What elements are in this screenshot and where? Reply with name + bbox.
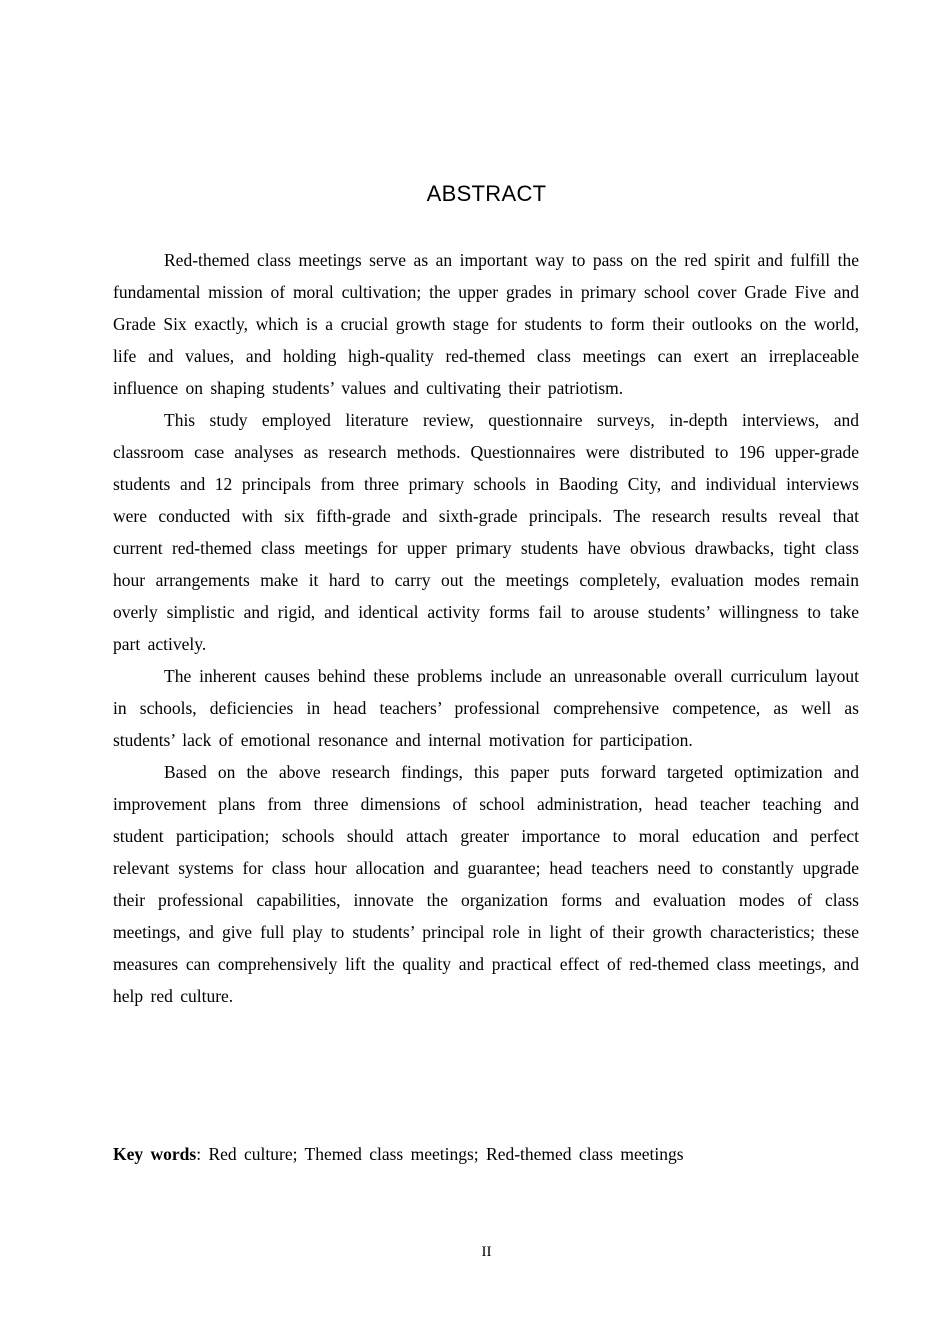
keywords-text: : Red culture; Themed class meetings; Red-themed class meetings bbox=[196, 1144, 684, 1164]
abstract-paragraph-1: Red-themed class meetings serve as an important way to pass on the red spirit and fulfill the fundamental mission of moral cultivation; the upper grades in primary school cover Grade Five and Grade Six exactly, which is a crucial growth stage for students to form their outlooks on the world, life and values, and holding high-quality red-themed class meetings can exert an irreplaceable influence on shaping students’ values and cultivating their patriotism. bbox=[113, 250, 859, 398]
keywords-label: Key words bbox=[113, 1144, 197, 1164]
keywords-line bbox=[113, 1138, 859, 1170]
abstract-title: ABSTRACT bbox=[426, 181, 547, 206]
abstract-paragraph-4: Based on the above research findings, this paper puts forward targeted optimization and improvement plans from three dimensions of school administration, head teacher teaching and student participation; schools should attach greater importance to moral education and perfect relevant systems for class hour allocation and guarantee; head teachers need to constantly upgrade their professional capabilities, innovate the organization forms and evaluation modes of class meetings, and give full play to students’ principal role in light of their growth characteristics; these measures can comprehensively lift the quality and practical effect of red-themed class meetings, and help red culture. bbox=[113, 762, 859, 1006]
abstract-paragraph-2: This study employed literature review, questionnaire surveys, in-depth interviews, and classroom case analyses as research methods. Questionnaires were distributed to 196 upper-grade students and 12 principals from three primary schools in Baoding City, and individual interviews were conducted with six fifth-grade and sixth-grade principals. The research results reveal that current red-themed class meetings for upper primary students have obvious drawbacks, tight class hour arrangements make it hard to carry out the meetings completely, evaluation modes remain overly simplistic and rigid, and identical activity forms fail to arouse students’ willingness to take part actively. bbox=[113, 410, 859, 654]
abstract-paragraph-3: The inherent causes behind these problems include an unreasonable overall curriculum layout in schools, deficiencies in head teachers’ professional comprehensive competence, as well as students’ lack of emotional resonance and internal motivation for participation. bbox=[113, 666, 859, 750]
abstract-body bbox=[113, 244, 859, 1012]
page-number: II bbox=[481, 1244, 492, 1260]
